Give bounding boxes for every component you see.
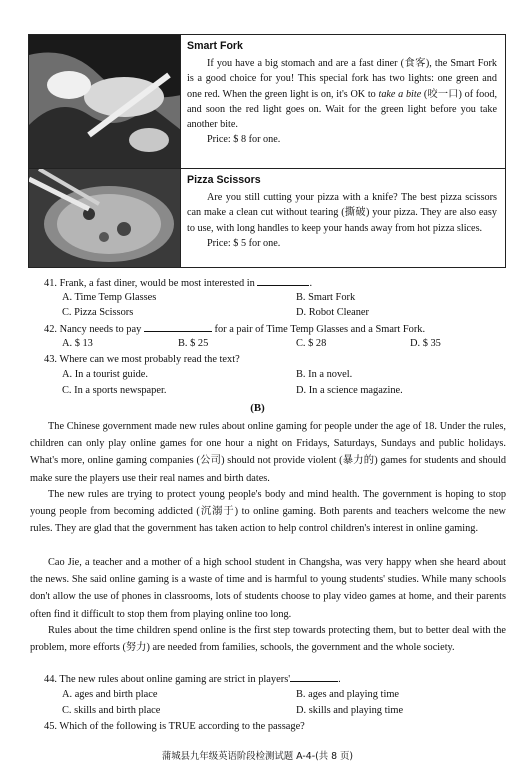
question-44 xyxy=(44,672,341,686)
question-stem-end: . xyxy=(338,674,341,685)
question-stem: Frank, a fast diner, would be most interested in xyxy=(59,278,255,289)
option: A. ages and birth place xyxy=(62,689,158,700)
question-number: 45. xyxy=(44,721,57,732)
section-b-heading: (B) xyxy=(250,402,265,414)
option: C. skills and birth place xyxy=(62,705,161,716)
answer-blank xyxy=(257,276,309,286)
question-number: 41. xyxy=(44,278,57,289)
question-stem-end: . xyxy=(309,278,313,289)
passage-paragraph-4: Rules about the time children spend online is the first step towards protecting them, but to better deal with the problem, more efforts (努力) are needed from families, schools, the government and the whole society. xyxy=(30,625,506,654)
smart-fork-description xyxy=(187,39,497,147)
option: B. Smart Fork xyxy=(296,292,356,303)
product-row-pizza-scissors xyxy=(29,169,505,267)
smart-fork-price: Price: $ 8 for one. xyxy=(207,134,281,146)
option: C. Pizza Scissors xyxy=(62,307,134,318)
option: A. In a tourist guide. xyxy=(62,369,148,380)
option: B. $ 25 xyxy=(178,338,209,349)
option: B. ages and playing time xyxy=(296,689,400,700)
page-footer: 蒲城县九年级英语阶段检测试题 A-4-(共 8 页) xyxy=(161,751,354,762)
question-stem-end: for a pair of Time Temp Glasses and a Smart Fork. xyxy=(214,324,426,335)
option: D. Robot Cleaner xyxy=(296,307,370,318)
passage-paragraph-3: Cao Jie, a teacher and a mother of a high school student in Changsha, was very happy when she heard about the news. She said online gaming is a waste of time and is harmful to young students' studies. While many schools don't allow the use of phones in classrooms, lots of students choose to play video games at home, and their parents often find it difficult to stop them from playing online too long. xyxy=(30,557,506,620)
question-stem: Nancy needs to pay xyxy=(59,324,142,335)
pizza-scissors-price: Price: $ 5 for one. xyxy=(207,237,281,249)
option: D. In a science magazine. xyxy=(296,385,403,396)
question-number: 43. xyxy=(44,354,57,365)
fork-photo-image xyxy=(29,35,181,168)
smart-fork-title: Smart Fork xyxy=(187,40,243,52)
passage-paragraph-1: The Chinese government made new rules about online gaming for people under the age of 18. Under the rules, children can only play online games for one hour a night on Fridays, Saturdays, Sundays and public holidays. What's more, online gaming companies (公司) should not provide violent (暴力的) games for students and should make sure the players use their real names and birth dates. xyxy=(30,421,506,484)
pizza-scissors-description xyxy=(187,173,497,251)
question-41 xyxy=(44,276,312,290)
smart-fork-text-b: (咬一口) of food, and soon the red light goes on. Wait for the green light before you take another bite. xyxy=(187,88,498,131)
question-45 xyxy=(44,720,305,733)
smart-fork-text xyxy=(187,56,497,132)
smart-fork-text-italic: take a bite xyxy=(378,88,422,100)
option: D. skills and playing time xyxy=(296,705,404,716)
question-42 xyxy=(44,322,425,336)
option: D. $ 35 xyxy=(410,338,441,349)
question-stem: The new rules about online gaming are strict in players' xyxy=(59,674,291,685)
question-number: 44. xyxy=(44,674,57,685)
question-43 xyxy=(44,353,240,366)
pizza-photo-image xyxy=(29,169,181,267)
option: A. $ 13 xyxy=(62,338,93,349)
smart-fork-text-a: If you have a big stomach and are a fast diner (食客), the Smart Fork is a good choice for you! This special fork has two lights: one green and one red. When the green light is on, it's OK to xyxy=(187,58,497,100)
pizza-scissors-text: Are you still cutting your pizza with a knife? The best pizza scissors can make a clean cut without tearing (撕破) your pizza. They are also easy to use, with long handles to keep your hands away from hot pizza slices. xyxy=(187,192,497,234)
answer-blank xyxy=(290,672,338,682)
option: A. Time Temp Glasses xyxy=(62,292,157,303)
pizza-scissors-title: Pizza Scissors xyxy=(187,174,261,186)
option: B. In a novel. xyxy=(296,369,353,380)
passage-paragraph-2: The new rules are trying to protect young people's body and mind health. The government is hoping to stop young people from becoming addicted (沉溺于) to online gaming. Both parents and teachers welcome the new rules. They are glad that the government has taken action to help control children's interest in online gaming. xyxy=(30,489,506,535)
answer-blank xyxy=(144,322,212,332)
question-stem: Which of the following is TRUE according to the passage? xyxy=(59,721,305,732)
option: C. $ 28 xyxy=(296,338,327,349)
product-row-smart-fork xyxy=(29,35,505,169)
question-stem: Where can we most probably read the text? xyxy=(59,354,240,365)
question-number: 42. xyxy=(44,324,57,335)
product-table xyxy=(28,34,506,268)
option: C. In a sports newspaper. xyxy=(62,385,167,396)
